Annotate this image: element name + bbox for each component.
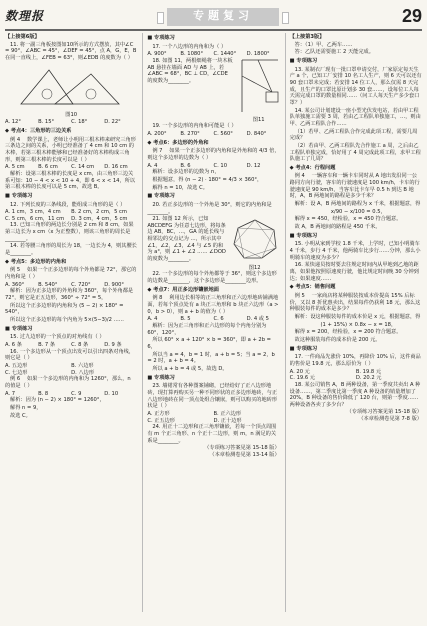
example-5-solution: 解析：因为正多边形的外角和为 360°，每个外角都是 72°，则它是正五边形，360° ÷ 72° = 5， <box>5 288 134 302</box>
question-15-options <box>5 342 137 349</box>
section-banner: 专题复习 <box>167 8 279 26</box>
example-6-solution: 解析：因为 (n − 2) × 180° = 1260°， <box>10 397 105 404</box>
question-20: 20. 若正多边形的一个外角是 30°，则它的内角和是________。 <box>147 201 272 215</box>
triangle-ruler-diagram <box>15 64 127 110</box>
question-11-options <box>5 119 137 126</box>
option: A. 正方形 <box>147 410 170 417</box>
example-8-solution: 所以 60° × a + 120° × b = 360°，即 a + 2b = 6， <box>147 337 272 351</box>
option: D. 12 <box>246 162 261 169</box>
option: D. 840° <box>246 130 267 137</box>
figure-12 <box>230 216 280 271</box>
example-4: 例 4 数学课上，老师让小明用三根木棒来研究三角形三条边之间的关系，小明已经准备了 4 cm 和 10 cm 的木棒，若第三根木棒能够和已经准备好的木棒构成三角形，则第三根木棒的长度可以是（ ） <box>5 136 136 163</box>
continuation-tag: 【上接第6版】 <box>5 34 40 40</box>
practice-heading: ■ 专项练习 <box>5 193 137 200</box>
question-17: 17. 一件商品先涨价 10%，再降价 10% 后，这件商品的售价是 19.8 元，那么原价为（ ） <box>289 354 421 367</box>
option: B. 15° <box>38 119 55 126</box>
option: D. 3 cm，4 cm，5 cm <box>71 215 128 222</box>
question-14-part-2: （2）若由甲、乙两工程队先合作施工 a 周，之后由乙工程队单独完成，恰好用了 4 周完成此项工程，求甲工程队施工了几周？ <box>289 142 421 163</box>
example-7-solution: 解得 n = 10，故选 C。 <box>152 184 208 191</box>
option: C. 19.6 元 <box>289 375 315 382</box>
option: D. 9 条 <box>104 341 122 348</box>
option: C. 560° <box>213 130 233 137</box>
option: D. 16 cm <box>104 164 128 171</box>
question-18: 18. 某公司销售 A，B 两种设备，第一季度共卖出 A 种设备……，第二季度比第一季度 A 种设备的销量增加了 20%，B 种设备的售价降低了 120 台，则第一季度……两种设备各卖了多少台？ <box>289 381 421 408</box>
example-7-solution: 根据题意，得 (n − 2) · 180° = 4/3 × 360°， <box>152 176 263 183</box>
content-columns <box>5 33 422 612</box>
example-5: 例 5 一家商店将某种服装按成本价提高 15% 后标价，又以 8 折优惠卖出，结果每件仍获利 18 元，那么这种服装每件的成本是多少？ <box>289 292 421 313</box>
question-13: 13. 已知三角形的两边长分别是 2 cm 和 8 cm，如果第三边长为 x cm（x 为正整数），则该三角形的周长是________。 <box>5 222 134 242</box>
option: C. 正五边形 <box>147 417 175 424</box>
continuation-tag: 【上接第3版】 <box>289 34 325 40</box>
heptagon-diagram <box>230 216 280 262</box>
question-14: 14. 若等腰三角形的周长为 18，一边长为 4，则其腰长是________。 <box>5 243 137 257</box>
question-22: 22. 一个多边形的每个外角都等于 36°，则这个多边形的边数是________，这个多边形是________边形。 <box>147 271 277 285</box>
hanging-board-diagram <box>238 58 280 114</box>
option: B. 270° <box>180 130 200 137</box>
example-4-solution: 解析：设 A，B 两地间的路程为 x 千米，根据题意，得 <box>294 201 421 208</box>
figure-10-caption: 图10 <box>65 111 78 118</box>
question-16: 16. 一个多边形从一个顶点出发可以引出四条对角线，则它是（ ） <box>5 348 135 362</box>
practice-heading: ■ 专项练习 <box>290 346 422 353</box>
option: D. 10 <box>104 390 119 397</box>
question-18: 18. 如图 11，两根细绳将一块木板 AB 悬挂在墙面 AD 与 AB 上，若 ∠ABC = 68°，BC ⊥ CD，∠CDE 的度数为________。 <box>147 57 233 84</box>
option: C. 1440° <box>213 51 237 58</box>
column-1 <box>5 33 137 612</box>
page-number: 29 <box>401 5 422 26</box>
option: C. 9 <box>71 390 82 397</box>
equation: (1 + 15%) × 0.8x − x = 18， <box>320 321 397 328</box>
question-17-options <box>147 51 279 58</box>
section-heading: ◆ 考点5：多边形的内角和 <box>5 259 137 266</box>
answer-text: 答：乙队还需要施工 2 天能完成。 <box>294 49 374 56</box>
option: A. 1 cm，3 cm，4 cm <box>5 209 61 216</box>
option: A. 5 cm <box>5 164 25 171</box>
question-23: 23. 墙裙常有各种图案铺砌，已经给好了正八边形地砖，现打算再购买另一种不同形状的正多边形地砖，与正八边形地砖在同一顶点处组合镶嵌，则可以购买的地砖形状是（ ） <box>147 383 278 410</box>
question-18-block <box>147 58 279 123</box>
question-14: 14. 某公司计划建设一座小型光伏发电站，若由甲工程队单独施工需要 3 周，若由乙工程队单独施工，…，则由甲、乙两工程队合作…… <box>289 107 421 127</box>
option: B. 5 <box>180 316 191 323</box>
option: A. 4 <box>147 162 158 169</box>
option: C. 14 cm <box>71 164 95 171</box>
question-12-options <box>5 209 137 222</box>
question-11: 11. 将一副三角板按图如10所示的方式摆放，其中∠C = 90°，∠ABC = 45°，∠DEF = 45°，点 A，G，E，B 在同一直线上，∠FEB = 63°，则∠EDB 的度数为（ ） <box>5 41 137 61</box>
question-15: 15. 小明从家到学校 1.8 千米，上学时，已知小明骑车 4 千米，步行 4 千米，他两骑车比步行……分钟，那么小明骑车的速度为多少？ <box>289 241 421 261</box>
option: D. 22° <box>104 119 121 126</box>
practice-heading: ■ 专项练习 <box>147 375 279 382</box>
section-heading: ◆ 考点4：三角形的三边关系 <box>5 128 137 135</box>
option: A. 6 条 <box>5 341 22 348</box>
example-5-solution: 解得 x = 200，经检验，x = 200 符合题意。 <box>294 329 402 336</box>
question-19: 19. 一个多边形的内角和可能是（ ） <box>152 123 237 130</box>
example-6-solution: 解得 n = 9， <box>10 404 42 411</box>
option: B. 六边形 <box>71 362 94 369</box>
example-5-solution: 解析：设这种服装每件的成本价是 x 元，根据题意，得 <box>294 313 421 320</box>
option: C. 10 <box>213 162 228 169</box>
option: A. 900° <box>147 51 167 58</box>
example-8: 例 8 利用边长相等的正三角形和正六边形地砖铺满地面，若每个顶点处有 a 块正三角形和 b 块正六边形（a > 0，b > 0），则 a + b 的值为（ ） <box>147 295 279 315</box>
column-3 <box>285 33 422 612</box>
practice-heading: ■ 专项练习 <box>5 326 137 333</box>
option: B. 1080° <box>180 51 204 58</box>
test-reference: （本章检测卷见第 13-14 版） <box>209 451 280 458</box>
masthead-logo: 数理报 <box>5 8 45 23</box>
option: C. 18° <box>71 119 88 126</box>
section-heading: ◆ 考点5：销售问题 <box>290 284 422 291</box>
option: A. 4 <box>147 316 158 323</box>
question-13: 13. 某制衣厂现有一批口罩申请交付，厂家原定每天生产 a 个，已知工厂安排 10 名工人生产，则 6 天可以还有 90 套口罩未完成；若安排 14 位工人，那么仅需 8 天完成，且生产的口罩比原计划多 30 套……，设每位工人每天需完成口罩的数量相同……（问工人每天生产多少套口罩？） <box>289 66 422 106</box>
question-21-block <box>147 216 279 271</box>
option: A. 360° <box>5 281 25 288</box>
option: C. 5 cm，6 cm，11 cm <box>5 215 65 222</box>
example-8-solution: 解析：因为正三角形和正六边形的每个内角分别为 60°，120°， <box>147 323 267 336</box>
option: B. 19.8 元 <box>355 368 382 375</box>
example-6: 例 6 如果一个多边形的内角和为 1260°，那么，n 的值是（ ） <box>5 376 131 389</box>
practice-heading: ■ 专项练习 <box>290 233 422 240</box>
example-5-solution: 所以这个正多边形的每个内角为 5×(5−3)/2 …… <box>10 317 124 323</box>
question-16-options <box>5 363 137 376</box>
option: B. 2 cm，2 cm，5 cm <box>71 209 127 216</box>
question-14-part-1: （1）若甲、乙两工程队合作完成此项工程，需要几周完成？ <box>289 128 418 142</box>
option: A. 12° <box>5 119 21 126</box>
option: B. 7 条 <box>38 341 56 348</box>
option: D. 正十边形 <box>213 417 242 424</box>
example-4-solution: 故 A，B 两地间的路程是 450 千米。 <box>294 224 381 231</box>
question-21: 21. 如图 12 所示，已知 ABCDEFG 为任意七边形，将每条边 AB，BC，…，GA 的延长线与相邻边的交点记为 …，所示其中 ∠1，∠2，∠3，∠4 与 ∠5 的和为 a°，则 ∠1 + ∠2 …… ∠DOD 的度数为________。 <box>147 216 226 263</box>
question-16: 16. 某快递员按时要去往规定时间内从甲地到乙地的距离，如果他按照原速度行驶，他比规定时间晚 30 分钟到达；如果速度…… <box>289 262 419 282</box>
section-heading: ◆ 考点7：用正多边形镶嵌地面 <box>147 287 279 294</box>
figure-11 <box>238 58 280 123</box>
example-7-solution: 解析：设多边形的边数为 n， <box>152 169 220 176</box>
practice-heading: ■ 专项练习 <box>147 193 279 200</box>
example-5: 例 5 如果一个正多边形的每个外角都是 72°，那它的内角和是（ ） <box>5 267 137 281</box>
question-17: 17. 一个八边形的内角和为（ ） <box>152 43 227 50</box>
question-17-options <box>290 369 422 382</box>
option: C. 720° <box>71 281 91 288</box>
answer-text: 答：（1）甲、乙两车…… <box>294 41 353 48</box>
example-4-solution: 解得 x = 450，经检验，x = 450 符合题意。 <box>294 216 402 223</box>
test-reference: （本章检测卷见第 7-8 版） <box>358 416 422 423</box>
question-24: 24. 用正十二边形和正三角形镶嵌，若每一个顶点周围有 m 个正三角形、n 个正十二边形，则 m，n 满足的关系是________。 <box>147 424 277 444</box>
example-8-solution: 所以 a + b = 4 或 5，故选 D。 <box>152 366 228 372</box>
option: A. 200° <box>147 130 167 137</box>
equation: x/90 − x/100 = 0.5， <box>330 208 386 215</box>
example-4-solution: 解析：设第三根木棒的长度是 x cm，由三角形三边关系可知：10 − 4 < x < 10 + 4，即 6 < x < 14，所以第三根木棒的长度可以是 5 cm，故选 B。 <box>5 170 136 191</box>
option: B. 6 <box>180 162 191 169</box>
example-8-solution: 所以当 a = 4，b = 1 时，a + b = 5；当 a = 2，b = 2 时，a + b = 4。 <box>147 351 275 365</box>
option: D. 900° <box>104 281 125 288</box>
section-heading: ◆ 考点6：多边形的外角和 <box>147 140 279 147</box>
answer-reference: （专项练习答案见第 15-18 版） <box>346 409 422 416</box>
example-4: 例 4 一辆客车和一辆卡车同时从 A 地出发沿同一公路同方向行驶，客车的行驶速度是 100 km/h，卡车的行驶速度是 90 km/h，当客车比卡车早 0.5 h 到达 B 地时，A，B 两地间的路程是多少千米？ <box>289 173 420 200</box>
option: B. 8 <box>38 390 49 397</box>
column-2 <box>142 33 279 612</box>
example-4-options <box>5 164 137 171</box>
option: C. 6 <box>213 316 224 323</box>
question-19-options <box>147 131 279 138</box>
page-header <box>5 4 422 31</box>
option: B. 正六边形 <box>213 410 242 417</box>
option: D. 4 或 5 <box>246 316 269 323</box>
example-5-solution: 故这种服装每件的成本价是 200 元。 <box>294 336 381 343</box>
option: B. 6 cm <box>38 164 58 171</box>
option: A. 7 <box>5 390 16 397</box>
option: B. 540° <box>38 281 58 288</box>
figure-11-caption: 图11 <box>252 116 265 123</box>
example-7: 例 7 如果一个正多边形的内角和是外角和的 4/3 倍，则这个多边形的边数为（ ） <box>147 148 280 161</box>
example-6-solution: 故选 C。 <box>10 412 31 419</box>
question-15: 15. 过九边形的一个顶点的对角线有（ ） <box>10 334 105 341</box>
answer-reference: （专项练习答案见第 15-18 版） <box>204 445 280 452</box>
option: A. 五边形 <box>5 362 28 369</box>
question-23-options <box>147 411 279 424</box>
option: D. 八边形 <box>71 369 95 376</box>
option: C. 8 条 <box>71 341 89 348</box>
figure-10 <box>5 64 137 110</box>
option: C. 七边形 <box>5 369 28 376</box>
example-5-solution: 所以这个正多边形的内角和为 (5 − 2) × 180° = 540°， <box>5 302 124 316</box>
option: D. 1800° <box>246 51 270 58</box>
option: A. 20 元 <box>289 368 310 375</box>
figure-12-caption: 图12 <box>248 264 261 271</box>
option: D. 20.2 元 <box>355 375 382 382</box>
practice-heading: ■ 专项练习 <box>290 58 422 65</box>
practice-heading: ■ 专项练习 <box>147 35 279 42</box>
section-heading: ◆ 考点4：行程问题 <box>290 165 422 172</box>
question-12: 12. 下列长度的三条线段，能组成三角形的是（ ） <box>10 201 126 208</box>
